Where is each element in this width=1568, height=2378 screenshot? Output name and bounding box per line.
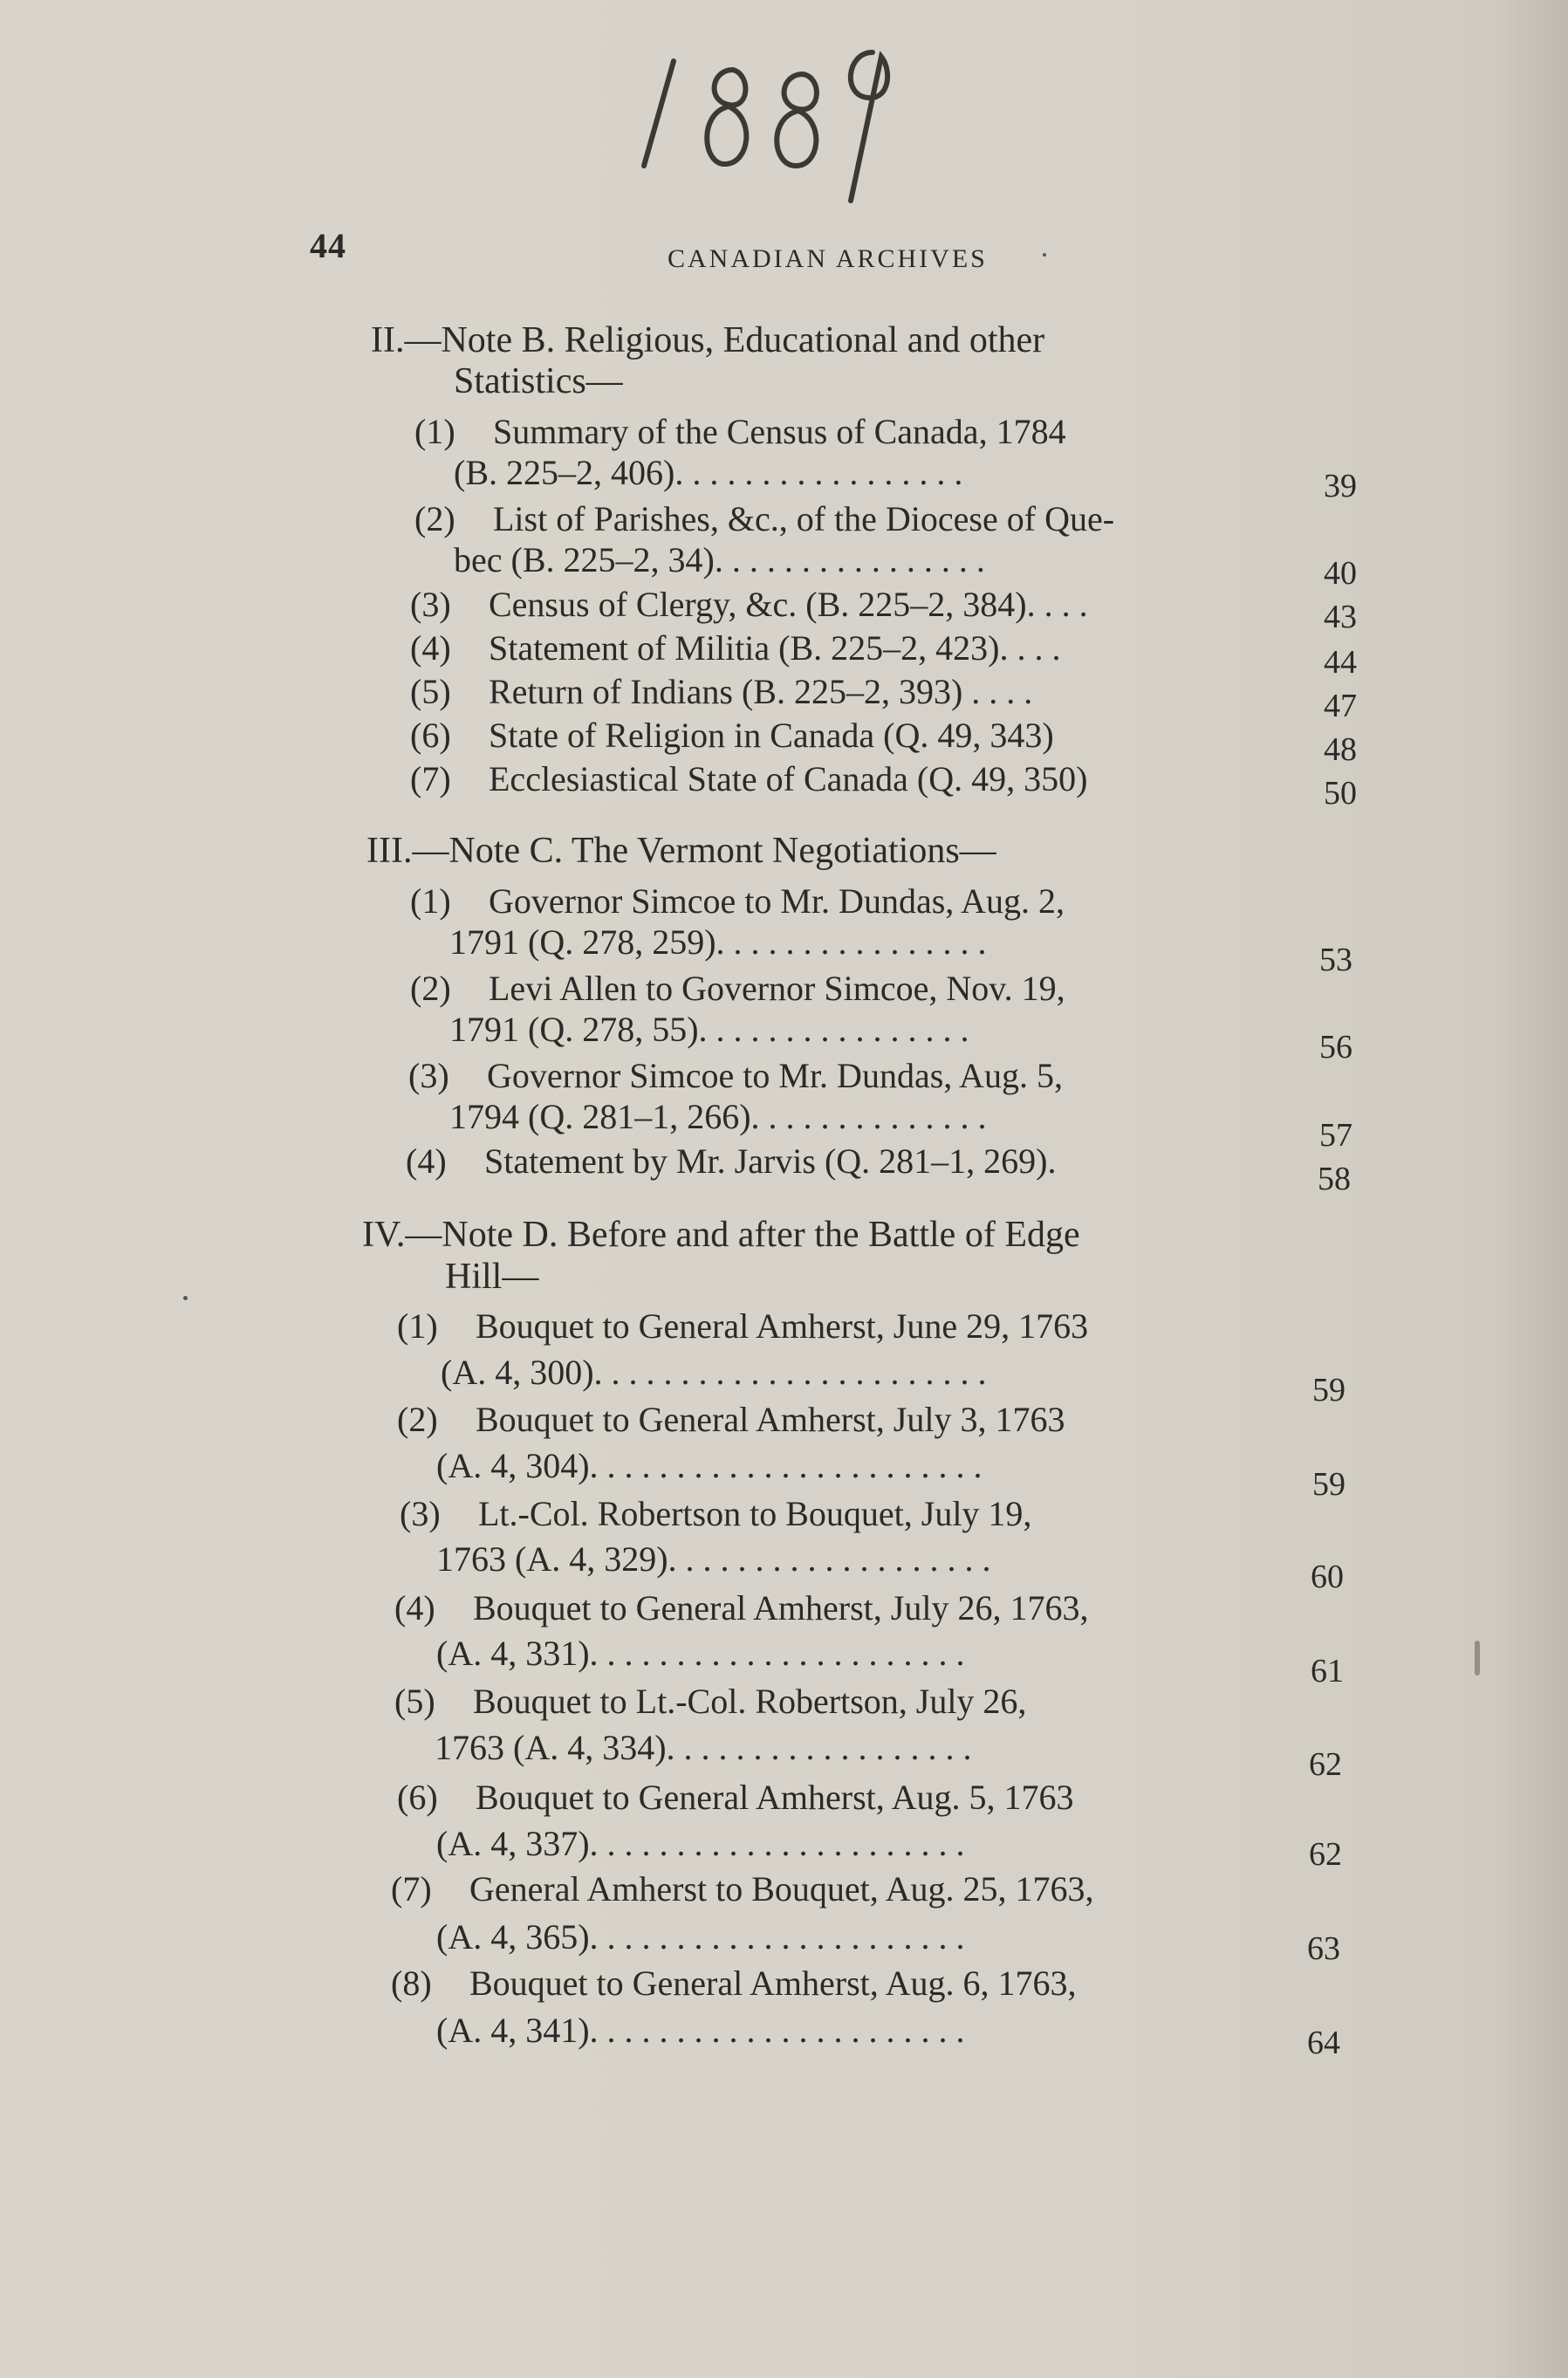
entry-page: 44 [1324, 644, 1357, 681]
paper-speck [1475, 1641, 1480, 1676]
entry-page: 60 [1311, 1559, 1344, 1595]
entry-citation: (A. 4, 365). . . . . . . . . . . . . . . . . . . . . . [436, 1917, 965, 1957]
entry-citation: 1791 (Q. 278, 259). . . . . . . . . . . . . . . . [449, 922, 987, 962]
entry-citation: (A. 4, 331). . . . . . . . . . . . . . . . . . . . . . [436, 1634, 965, 1673]
section-heading: IV.—Note D. Before and after the Battle of Edge [362, 1215, 1080, 1255]
entry-number: (2) [414, 499, 455, 538]
entry-page: 62 [1309, 1836, 1342, 1873]
entry-citation: 1791 (Q. 278, 55). . . . . . . . . . . . . . . . [449, 1010, 969, 1049]
entry-title: Governor Simcoe to Mr. Dundas, Aug. 5, [487, 1056, 1063, 1095]
entry-citation: (A. 4, 337). . . . . . . . . . . . . . . . . . . . . . [436, 1824, 965, 1863]
entry-number: (4) [406, 1141, 447, 1181]
entry-page: 39 [1324, 468, 1357, 504]
entry-number: (6) [397, 1778, 438, 1817]
entry-title: Bouquet to Lt.-Col. Robertson, July 26, [473, 1682, 1027, 1721]
entry-title: Bouquet to General Amherst, Aug. 6, 1763, [469, 1963, 1077, 2003]
entry-title: Governor Simcoe to Mr. Dundas, Aug. 2, [489, 881, 1065, 921]
entry-title: Ecclesiastical State of Canada (Q. 49, 350) [489, 759, 1088, 798]
entry-page: 64 [1307, 2025, 1340, 2061]
paper-speck [1043, 253, 1046, 257]
entry-page: 57 [1319, 1117, 1352, 1154]
entry-citation: 1794 (Q. 281–1, 266). . . . . . . . . . . . . . [449, 1097, 987, 1136]
entry-number: (6) [410, 716, 451, 755]
section-heading-continued: Hill— [445, 1257, 539, 1297]
entry-title: State of Religion in Canada (Q. 49, 343) [489, 716, 1054, 755]
entry-page: 62 [1309, 1746, 1342, 1783]
entry-title: General Amherst to Bouquet, Aug. 25, 1763, [469, 1869, 1094, 1909]
entry-number: (1) [397, 1306, 438, 1346]
entry-title: Levi Allen to Governor Simcoe, Nov. 19, [489, 969, 1065, 1008]
entry-citation: (A. 4, 300). . . . . . . . . . . . . . . . . . . . . . . [441, 1353, 987, 1392]
section-heading-continued: Statistics— [454, 361, 623, 401]
entry-title: Bouquet to General Amherst, July 26, 1763, [473, 1588, 1089, 1628]
entry-page: 59 [1312, 1372, 1345, 1408]
entry-number: (7) [410, 759, 451, 798]
section-heading: III.—Note C. The Vermont Negotiations— [366, 831, 996, 871]
entry-title: Lt.-Col. Robertson to Bouquet, July 19, [478, 1494, 1032, 1533]
entry-number: (1) [410, 881, 451, 921]
entry-number: (2) [397, 1400, 438, 1439]
entry-citation: 1763 (A. 4, 329). . . . . . . . . . . . . . . . . . . [436, 1539, 991, 1579]
page-number: 44 [310, 226, 346, 265]
entry-citation: bec (B. 225–2, 34). . . . . . . . . . . . . . . . [454, 540, 985, 579]
entry-citation: (B. 225–2, 406). . . . . . . . . . . . . . . . . [454, 453, 963, 492]
entry-title: Summary of the Census of Canada, 1784 [493, 412, 1066, 451]
entry-number: (4) [410, 628, 451, 668]
entry-number: (2) [410, 969, 451, 1008]
entry-number: (3) [400, 1494, 441, 1533]
entry-page: 53 [1319, 942, 1352, 978]
entry-number: (5) [410, 672, 451, 711]
entry-number: (4) [394, 1588, 435, 1628]
entry-citation: (A. 4, 341). . . . . . . . . . . . . . . . . . . . . . [436, 2011, 965, 2050]
entry-citation: 1763 (A. 4, 334). . . . . . . . . . . . . . . . . . [435, 1728, 972, 1767]
entry-citation: (A. 4, 304). . . . . . . . . . . . . . . . . . . . . . . [436, 1446, 983, 1485]
entry-title: Census of Clergy, &c. (B. 225–2, 384). . . . [489, 585, 1088, 624]
paper-speck [183, 1296, 188, 1300]
entry-page: 40 [1324, 555, 1357, 592]
entry-page: 56 [1319, 1029, 1352, 1066]
section-heading: II.—Note B. Religious, Educational and other [371, 320, 1045, 360]
entry-page: 59 [1312, 1466, 1345, 1503]
entry-page: 47 [1324, 688, 1357, 724]
entry-title: Bouquet to General Amherst, Aug. 5, 1763 [476, 1778, 1074, 1817]
entry-page: 63 [1307, 1930, 1340, 1967]
entry-title: Return of Indians (B. 225–2, 393) . . . . [489, 672, 1033, 711]
entry-number: (3) [408, 1056, 449, 1095]
entry-number: (3) [410, 585, 451, 624]
entry-page: 43 [1324, 599, 1357, 635]
entry-title: Bouquet to General Amherst, June 29, 1763 [476, 1306, 1089, 1346]
entry-title: Statement of Militia (B. 225–2, 423). . . . [489, 628, 1061, 668]
entry-page: 50 [1324, 775, 1357, 812]
entry-number: (7) [391, 1869, 432, 1909]
entry-title: Statement by Mr. Jarvis (Q. 281–1, 269). [484, 1141, 1057, 1181]
entry-page: 58 [1318, 1161, 1351, 1197]
running-title: CANADIAN ARCHIVES [668, 244, 988, 273]
entry-page: 48 [1324, 731, 1357, 768]
entry-number: (1) [414, 412, 455, 451]
entry-title: List of Parishes, &c., of the Diocese of Que- [493, 499, 1115, 538]
entry-number: (5) [394, 1682, 435, 1721]
entry-number: (8) [391, 1963, 432, 2003]
entry-page: 61 [1311, 1653, 1344, 1689]
entry-title: Bouquet to General Amherst, July 3, 1763 [476, 1400, 1065, 1439]
